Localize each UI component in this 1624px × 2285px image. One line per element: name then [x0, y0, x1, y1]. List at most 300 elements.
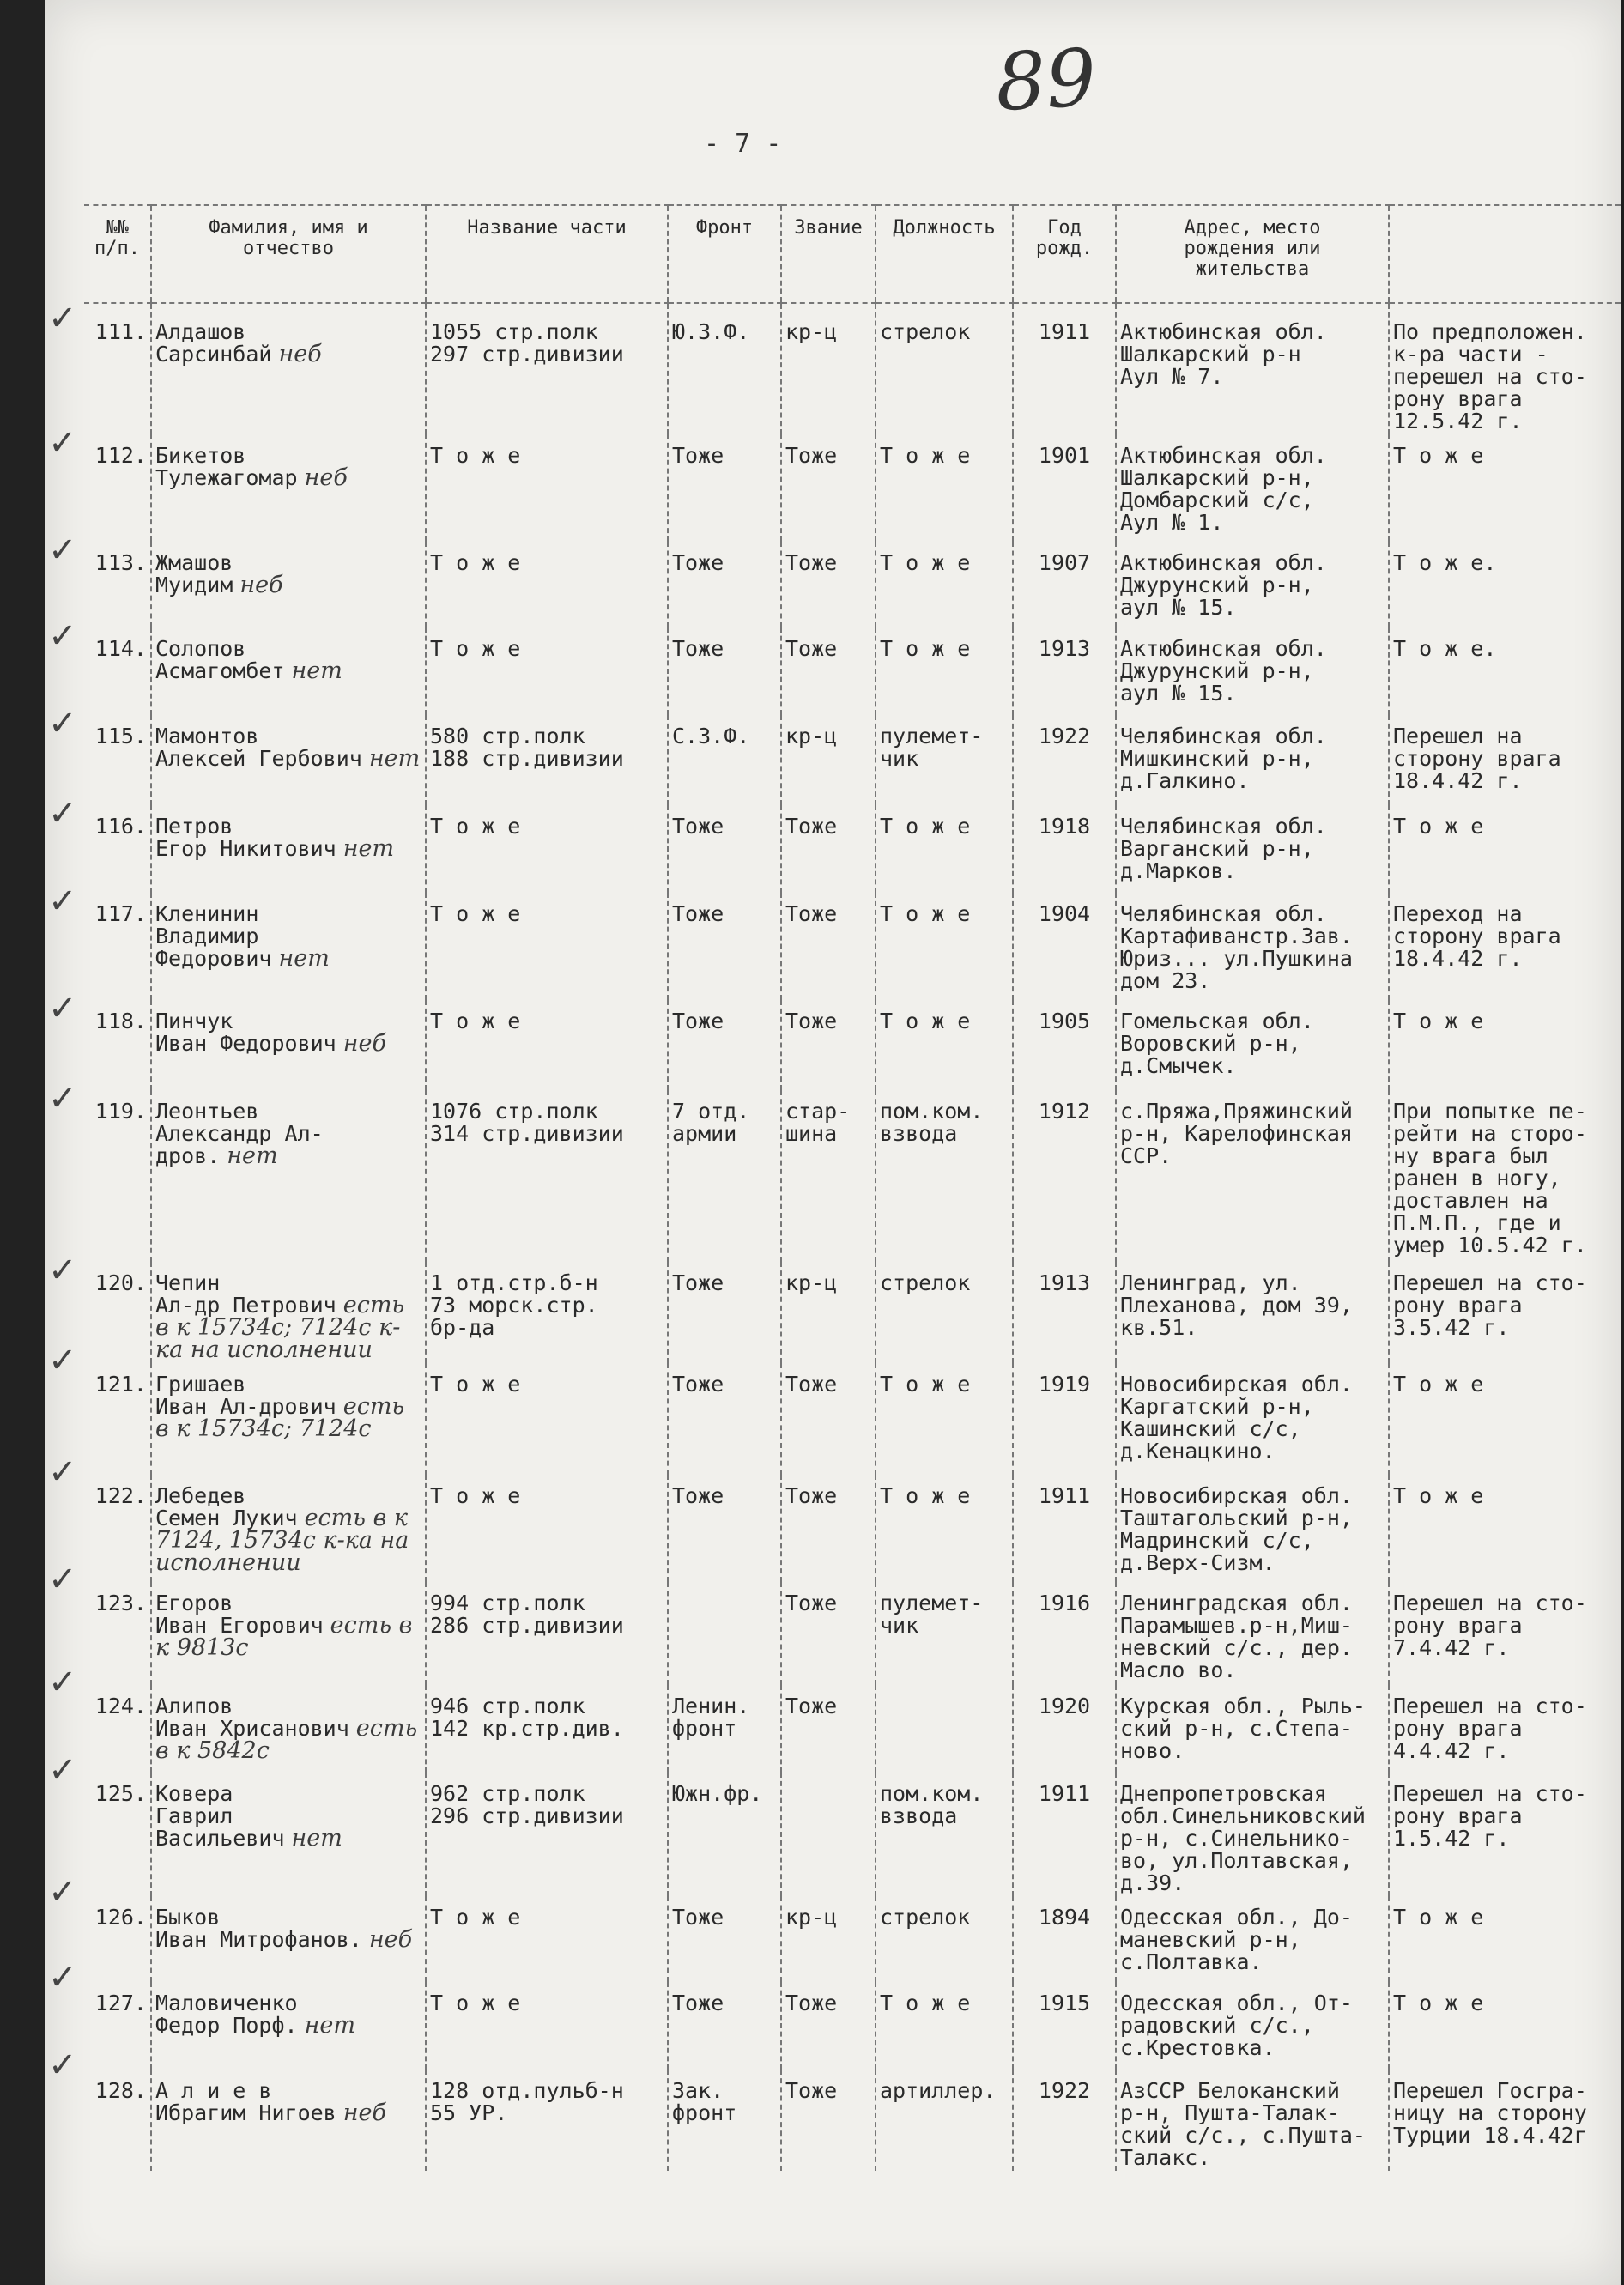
cell-year — [1013, 2070, 1116, 2171]
unit-text: Т о ж е — [430, 550, 521, 575]
cell-front — [668, 1262, 781, 1363]
year-text: 1911 — [1038, 1781, 1091, 1806]
cell-front — [668, 893, 781, 1000]
cell-num — [84, 893, 151, 1000]
margin-check-icon: ✓ — [48, 1341, 77, 1380]
handwritten-annotation: есть в к 15734с; 7124с к-ка на исполнении — [155, 1292, 405, 1363]
unit-text: Т о ж е — [430, 1009, 521, 1033]
notes-text: По предположен. к-ра части - перешел на сто- рону врага 12.5.42 г. — [1393, 319, 1587, 433]
unit-text: Т о ж е — [430, 901, 521, 926]
cell-num — [84, 542, 151, 627]
table-row — [84, 1896, 1621, 1982]
notes-text: Т о ж е — [1393, 1991, 1484, 2015]
table-row — [84, 627, 1621, 715]
year-text: 1907 — [1038, 550, 1091, 575]
name-text: Бикетов Тулежагомар — [155, 443, 298, 490]
cell-position — [876, 1582, 1013, 1685]
name-text: Быков Иван Митрофанов. — [155, 1905, 362, 1952]
handwritten-annotation: неб — [239, 572, 283, 598]
cell-rank — [781, 805, 876, 893]
cell-unit — [426, 715, 668, 805]
address-text: Одесская обл., До- маневский р-н, с.Полтавка. — [1120, 1905, 1353, 1974]
cell-notes — [1389, 1000, 1621, 1090]
notes-text: Т о ж е — [1393, 1372, 1484, 1397]
unit-text: Т о ж е — [430, 1483, 521, 1508]
address-text: с.Пряжа,Пряжинский р-н, Карелофинская ССР. — [1120, 1099, 1353, 1168]
year-text: 1919 — [1038, 1372, 1091, 1397]
address-text: Актюбинская обл. Джурунский р-н, аул № 15. — [1120, 636, 1327, 706]
cell-unit — [426, 1685, 668, 1773]
cell-notes — [1389, 1896, 1621, 1982]
rank-text: Тоже — [785, 1372, 838, 1397]
name-text: Егоров Иван Егорович — [155, 1591, 324, 1638]
year-text: 1904 — [1038, 901, 1091, 926]
cell-num — [84, 1685, 151, 1773]
cell-front — [668, 627, 781, 715]
front-text: Тоже — [672, 1483, 724, 1508]
cell-position — [876, 1090, 1013, 1262]
rank-text: Тоже — [785, 443, 838, 468]
margin-check-icon: ✓ — [48, 1958, 77, 1997]
cell-position — [876, 542, 1013, 627]
position-text: стрелок — [880, 319, 971, 344]
position-text: Т о ж е — [880, 443, 971, 468]
num-text: 118. — [94, 1009, 147, 1033]
num-text: 126. — [94, 1905, 147, 1930]
table-row — [84, 434, 1621, 542]
cell-address — [1116, 1262, 1389, 1363]
year-text: 1894 — [1038, 1905, 1091, 1930]
cell-address — [1116, 627, 1389, 715]
cell-notes — [1389, 303, 1621, 434]
address-text: Гомельская обл. Воровский р-н, д.Смычек. — [1120, 1009, 1314, 1078]
notes-text: Т о ж е — [1393, 1905, 1484, 1930]
cell-unit — [426, 1262, 668, 1363]
handwritten-annotation: неб — [304, 464, 348, 491]
cell-rank — [781, 1090, 876, 1262]
cell-address — [1116, 1896, 1389, 1982]
cell-rank — [781, 1000, 876, 1090]
cell-year — [1013, 1475, 1116, 1582]
cell-address — [1116, 2070, 1389, 2171]
cell-year — [1013, 893, 1116, 1000]
cell-rank — [781, 1475, 876, 1582]
cell-rank — [781, 893, 876, 1000]
table-row — [84, 303, 1621, 434]
rank-text: Тоже — [785, 1591, 838, 1615]
position-text: Т о ж е — [880, 1991, 971, 2015]
cell-address — [1116, 1475, 1389, 1582]
margin-check-icon: ✓ — [48, 1560, 77, 1599]
cell-front — [668, 2070, 781, 2171]
cell-num — [84, 627, 151, 715]
cell-rank — [781, 1262, 876, 1363]
cell-notes — [1389, 2070, 1621, 2171]
cell-position — [876, 1475, 1013, 1582]
notes-text: При попытке пе- рейти на сторо- ну врага был ранен в ногу, доставлен на П.М.П., где и умер 10.5.42 г. — [1393, 1099, 1587, 1258]
rank-text: Тоже — [785, 1991, 838, 2015]
cell-address — [1116, 1582, 1389, 1685]
cell-position — [876, 1982, 1013, 2070]
notes-text: Перешел на сторону врага 18.4.42 г. — [1393, 724, 1561, 793]
position-text: Т о ж е — [880, 901, 971, 926]
year-text: 1918 — [1038, 814, 1091, 839]
table-row — [84, 2070, 1621, 2171]
unit-text: Т о ж е — [430, 814, 521, 839]
address-text: Челябинская обл. Мишкинский р-н, д.Галкино. — [1120, 724, 1327, 793]
handwritten-annotation: есть в к 7124, 15734с к-ка на исполнении — [155, 1505, 409, 1576]
cell-year — [1013, 1000, 1116, 1090]
position-text: Т о ж е — [880, 1483, 971, 1508]
cell-address — [1116, 805, 1389, 893]
address-text: АзССР Белоканский р-н, Пушта-Талак- ский с/с., с.Пушта- Талакс. — [1120, 2078, 1366, 2170]
cell-year — [1013, 303, 1116, 434]
table-row — [84, 805, 1621, 893]
margin-check-icon: ✓ — [48, 1750, 77, 1790]
front-text: Ленин. фронт — [672, 1694, 750, 1741]
position-text: Т о ж е — [880, 636, 971, 661]
cell-name — [151, 893, 426, 1000]
front-text: Тоже — [672, 1905, 724, 1930]
archive-sheet-number: 89 — [993, 32, 1099, 129]
num-text: 123. — [94, 1591, 147, 1615]
cell-notes — [1389, 1090, 1621, 1262]
address-text: Новосибирская обл. Каргатский р-н, Кашинский с/с, д.Кенацкино. — [1120, 1372, 1353, 1464]
table-row — [84, 1685, 1621, 1773]
cell-name — [151, 805, 426, 893]
unit-text: 994 стр.полк 286 стр.дивизии — [430, 1591, 624, 1638]
unit-text: 946 стр.полк 142 кр.стр.див. — [430, 1694, 624, 1741]
handwritten-annotation: нет — [278, 945, 330, 972]
address-text: Ленинградская обл. Парамышев.р-н,Миш- невский с/с., дер. Масло во. — [1120, 1591, 1353, 1682]
cell-name — [151, 1982, 426, 2070]
rank-text: Тоже — [785, 2078, 838, 2103]
margin-check-icon: ✓ — [48, 1079, 77, 1118]
cell-position — [876, 1773, 1013, 1896]
handwritten-annotation: есть в к 9813с — [155, 1612, 413, 1661]
cell-year — [1013, 1090, 1116, 1262]
year-text: 1913 — [1038, 636, 1091, 661]
cell-name — [151, 1090, 426, 1262]
address-text: Ленинград, ул. Плеханова, дом 39, кв.51. — [1120, 1270, 1353, 1340]
notes-text: Перешел на сто- рону врага 4.4.42 г. — [1393, 1694, 1587, 1763]
front-text: Тоже — [672, 1991, 724, 2015]
rank-text: Тоже — [785, 550, 838, 575]
cell-address — [1116, 1363, 1389, 1475]
cell-front — [668, 542, 781, 627]
cell-rank — [781, 542, 876, 627]
num-text: 117. — [94, 901, 147, 926]
name-text: Леонтьев Александр Ал-дров. — [155, 1099, 324, 1168]
address-text: Актюбинская обл. Джурунский р-н, аул № 15. — [1120, 550, 1327, 620]
rank-text: Тоже — [785, 636, 838, 661]
front-text: Тоже — [672, 443, 724, 468]
cell-num — [84, 1262, 151, 1363]
scan-border — [0, 0, 45, 2285]
unit-text: 128 отд.пульб-н 55 УР. — [430, 2078, 624, 2125]
notes-text: Перешел на сто- рону врага 7.4.42 г. — [1393, 1591, 1587, 1660]
margin-check-icon: ✓ — [48, 1663, 77, 1702]
handwritten-annotation: неб — [278, 341, 322, 367]
margin-check-icon: ✓ — [48, 423, 77, 463]
name-text: А л и е в Ибрагим Нигоев — [155, 2078, 336, 2125]
position-text: пулемет- чик — [880, 724, 984, 771]
table-row — [84, 1582, 1621, 1685]
front-text: Тоже — [672, 814, 724, 839]
name-text: Петров Егор Никитович — [155, 814, 336, 861]
position-text: Т о ж е — [880, 814, 971, 839]
num-text: 128. — [94, 2078, 147, 2103]
cell-notes — [1389, 1363, 1621, 1475]
table-row — [84, 1982, 1621, 2070]
table-row — [84, 715, 1621, 805]
header-num: №№ п/п. — [84, 205, 151, 303]
rank-text: Тоже — [785, 1483, 838, 1508]
personnel-register-table — [84, 204, 1621, 2171]
year-text: 1922 — [1038, 724, 1091, 749]
cell-rank — [781, 1363, 876, 1475]
cell-name — [151, 715, 426, 805]
cell-year — [1013, 1685, 1116, 1773]
year-text: 1915 — [1038, 1991, 1091, 2015]
address-text: Актюбинская обл. Шалкарский р-н Аул № 7. — [1120, 319, 1327, 389]
cell-rank — [781, 1773, 876, 1896]
cell-address — [1116, 1000, 1389, 1090]
cell-unit — [426, 1363, 668, 1475]
cell-front — [668, 1582, 781, 1685]
cell-address — [1116, 542, 1389, 627]
num-text: 111. — [94, 319, 147, 344]
name-text: Солопов Асмагомбет — [155, 636, 285, 683]
address-text: Челябинская обл. Варганский р-н, д.Марков. — [1120, 814, 1327, 883]
handwritten-annotation: неб — [342, 2100, 386, 2126]
margin-check-icon: ✓ — [48, 1452, 77, 1492]
cell-address — [1116, 303, 1389, 434]
cell-address — [1116, 1982, 1389, 2070]
rank-text: кр-ц — [785, 1270, 838, 1295]
cell-rank — [781, 434, 876, 542]
cell-year — [1013, 1896, 1116, 1982]
cell-unit — [426, 434, 668, 542]
cell-notes — [1389, 627, 1621, 715]
cell-front — [668, 1982, 781, 2070]
year-text: 1911 — [1038, 1483, 1091, 1508]
margin-check-icon: ✓ — [48, 989, 77, 1028]
address-text: Челябинская обл. Картафиванстр.Зав. Юриз... ул.Пушкина дом 23. — [1120, 901, 1353, 993]
front-text: 7 отд. армии — [672, 1099, 750, 1146]
num-text: 119. — [94, 1099, 147, 1124]
header-name: Фамилия, имя и отчество — [151, 205, 426, 303]
unit-text: 580 стр.полк 188 стр.дивизии — [430, 724, 624, 771]
rank-text: Тоже — [785, 1694, 838, 1718]
cell-unit — [426, 627, 668, 715]
cell-front — [668, 1000, 781, 1090]
cell-name — [151, 1685, 426, 1773]
margin-check-icon: ✓ — [48, 882, 77, 921]
name-text: Алдашов Сарсинбай — [155, 319, 272, 367]
cell-name — [151, 627, 426, 715]
front-text: Тоже — [672, 636, 724, 661]
notes-text: Т о ж е. — [1393, 550, 1497, 575]
cell-front — [668, 1685, 781, 1773]
position-text: стрелок — [880, 1270, 971, 1295]
unit-text: Т о ж е — [430, 1991, 521, 2015]
cell-rank — [781, 2070, 876, 2171]
cell-notes — [1389, 1685, 1621, 1773]
num-text: 115. — [94, 724, 147, 749]
cell-num — [84, 434, 151, 542]
num-text: 114. — [94, 636, 147, 661]
notes-text: Т о ж е — [1393, 1009, 1484, 1033]
address-text: Одесская обл., От- радовский с/с., с.Крестовка. — [1120, 1991, 1353, 2060]
front-text: Ю.З.Ф. — [672, 319, 750, 344]
header-year: Год рожд. — [1013, 205, 1116, 303]
year-text: 1920 — [1038, 1694, 1091, 1718]
margin-check-icon: ✓ — [48, 794, 77, 833]
address-text: Днепропетровская обл.Синельниковский р-н, с.Синельнико- во, ул.Полтавская, д.39. — [1120, 1781, 1366, 1895]
handwritten-annotation: есть в к 15734с; 7124с — [155, 1393, 405, 1442]
cell-notes — [1389, 434, 1621, 542]
cell-position — [876, 2070, 1013, 2171]
handwritten-annotation: нет — [342, 835, 395, 862]
name-text: Маловиченко Федор Порф. — [155, 1991, 298, 2038]
cell-name — [151, 1773, 426, 1896]
cell-unit — [426, 1582, 668, 1685]
cell-num — [84, 1896, 151, 1982]
cell-notes — [1389, 1582, 1621, 1685]
cell-position — [876, 434, 1013, 542]
table-row — [84, 1000, 1621, 1090]
cell-position — [876, 1000, 1013, 1090]
handwritten-annotation: нет — [227, 1142, 278, 1169]
name-text: Чепин Ал-др Петрович — [155, 1270, 336, 1318]
handwritten-annotation: неб — [342, 1030, 386, 1057]
cell-year — [1013, 715, 1116, 805]
position-text: пом.ком. взвода — [880, 1099, 984, 1146]
cell-year — [1013, 1262, 1116, 1363]
cell-front — [668, 805, 781, 893]
table-row — [84, 893, 1621, 1000]
table-row — [84, 1090, 1621, 1262]
rank-text: Тоже — [785, 1009, 838, 1033]
header-rank: Звание — [781, 205, 876, 303]
cell-notes — [1389, 1982, 1621, 2070]
position-text: Т о ж е — [880, 550, 971, 575]
year-text: 1913 — [1038, 1270, 1091, 1295]
table-row — [84, 542, 1621, 627]
cell-year — [1013, 805, 1116, 893]
address-text: Новосибирская обл. Таштагольский р-н, Мадринский с/с, д.Верх-Сизм. — [1120, 1483, 1353, 1575]
notes-text: Т о ж е — [1393, 443, 1484, 468]
cell-unit — [426, 1000, 668, 1090]
unit-text: 1 отд.стр.б-н 73 морск.стр. бр-да — [430, 1270, 598, 1340]
cell-name — [151, 434, 426, 542]
cell-num — [84, 303, 151, 434]
header-notes — [1389, 205, 1621, 303]
handwritten-annotation: есть в к 5842с — [155, 1715, 418, 1764]
notes-text: Перешел Госгра- ницу на сторону Турции 18.4.42г — [1393, 2078, 1587, 2148]
name-text: Лебедев Семен Лукич — [155, 1483, 298, 1530]
address-text: Актюбинская обл. Шалкарский р-н, Домбарский с/с, Аул № 1. — [1120, 443, 1327, 535]
front-text: Южн.фр. — [672, 1781, 763, 1806]
cell-year — [1013, 1582, 1116, 1685]
year-text: 1901 — [1038, 443, 1091, 468]
cell-num — [84, 1773, 151, 1896]
unit-text: Т о ж е — [430, 1372, 521, 1397]
cell-name — [151, 1582, 426, 1685]
rank-text: Тоже — [785, 901, 838, 926]
cell-notes — [1389, 1773, 1621, 1896]
table-row — [84, 1363, 1621, 1475]
cell-year — [1013, 1773, 1116, 1896]
rank-text: кр-ц — [785, 1905, 838, 1930]
name-text: Жмашов Муидим — [155, 550, 233, 597]
handwritten-annotation: нет — [291, 1825, 342, 1852]
cell-front — [668, 1896, 781, 1982]
cell-position — [876, 1262, 1013, 1363]
cell-year — [1013, 1982, 1116, 2070]
num-text: 127. — [94, 1991, 147, 2015]
cell-rank — [781, 1582, 876, 1685]
position-text: Т о ж е — [880, 1009, 971, 1033]
year-text: 1911 — [1038, 319, 1091, 344]
rank-text: стар- шина — [785, 1099, 851, 1146]
cell-front — [668, 1090, 781, 1262]
num-text: 121. — [94, 1372, 147, 1397]
notes-text: Перешел на сто- рону врага 3.5.42 г. — [1393, 1270, 1587, 1340]
unit-text: 1076 стр.полк 314 стр.дивизии — [430, 1099, 624, 1146]
cell-name — [151, 2070, 426, 2171]
margin-check-icon: ✓ — [48, 1251, 77, 1290]
front-text: Тоже — [672, 1372, 724, 1397]
handwritten-annotation: нет — [291, 658, 342, 684]
cell-front — [668, 1773, 781, 1896]
cell-position — [876, 303, 1013, 434]
header-unit: Название части — [426, 205, 668, 303]
margin-check-icon: ✓ — [48, 530, 77, 570]
name-text: Мамонтов Алексей Гербович — [155, 724, 362, 771]
cell-notes — [1389, 715, 1621, 805]
year-text: 1922 — [1038, 2078, 1091, 2103]
header-address: Адрес, место рождения или жительства — [1116, 205, 1389, 303]
cell-unit — [426, 1475, 668, 1582]
unit-text: Т о ж е — [430, 636, 521, 661]
cell-front — [668, 434, 781, 542]
notes-text: Т о ж е — [1393, 1483, 1484, 1508]
margin-check-icon: ✓ — [48, 616, 77, 656]
cell-unit — [426, 1982, 668, 2070]
cell-num — [84, 1475, 151, 1582]
notes-text: Перешел на сто- рону врага 1.5.42 г. — [1393, 1781, 1587, 1851]
header-position: Должность — [876, 205, 1013, 303]
table-row — [84, 1475, 1621, 1582]
rank-text: Тоже — [785, 814, 838, 839]
cell-year — [1013, 627, 1116, 715]
cell-rank — [781, 1982, 876, 2070]
cell-address — [1116, 893, 1389, 1000]
name-text: Гришаев Иван Ал-дрович — [155, 1372, 336, 1419]
position-text: пом.ком. взвода — [880, 1781, 984, 1828]
cell-notes — [1389, 805, 1621, 893]
rank-text: кр-ц — [785, 724, 838, 749]
cell-position — [876, 627, 1013, 715]
handwritten-annotation: нет — [304, 2012, 355, 2039]
cell-num — [84, 2070, 151, 2171]
num-text: 112. — [94, 443, 147, 468]
rank-text: кр-ц — [785, 319, 838, 344]
cell-num — [84, 1363, 151, 1475]
handwritten-annotation: нет — [368, 745, 421, 772]
